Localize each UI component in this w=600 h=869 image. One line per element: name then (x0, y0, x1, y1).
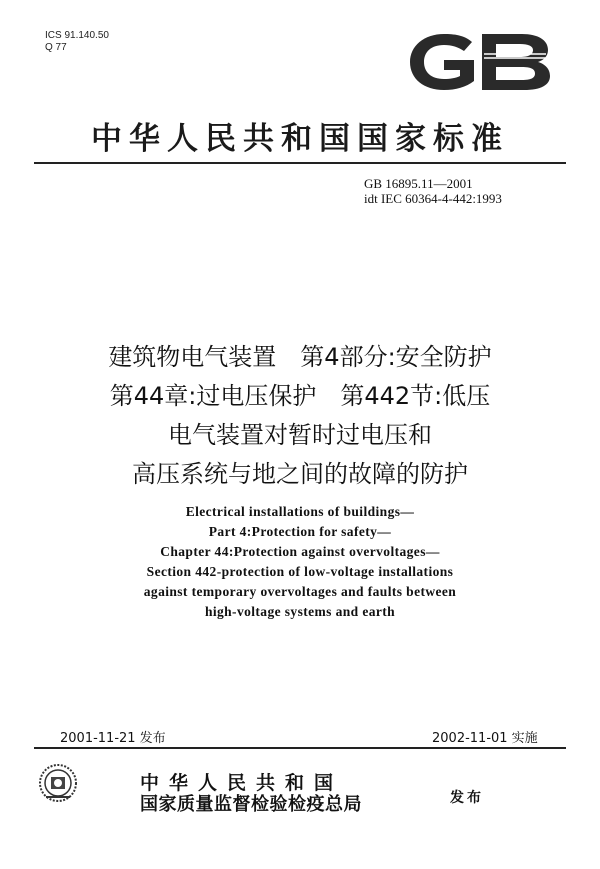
english-title-line: Chapter 44:Protection against overvoltages— (160, 544, 440, 559)
english-title-line: Electrical installations of buildings— (185, 504, 415, 519)
chinese-title-line: 电气装置对暂时过电压和 (168, 421, 432, 449)
english-title (0, 502, 600, 622)
issuer-line-2: 国家质量监督检验检疫总局 (140, 794, 362, 815)
ics-code: ICS 91.140.50 (45, 30, 109, 41)
gb-logo (404, 28, 554, 96)
issuing-authority (140, 772, 362, 816)
chinese-title (0, 338, 600, 494)
issuer-line-1: 中华人民共和国 (140, 772, 344, 794)
english-title-line: Part 4:Protection for safety— (208, 524, 392, 539)
english-title-line: against temporary overvoltages and faults between (143, 584, 457, 599)
english-title-line: high-voltage systems and earth (204, 604, 396, 619)
ccs-code: Q 77 (45, 42, 67, 53)
issue-label: 发布 (450, 790, 484, 806)
footer-divider (34, 747, 566, 749)
classification-codes (45, 30, 109, 54)
country-standard-title: 中华人民共和国国家标准 (91, 121, 509, 157)
equivalent-standard: idt IEC 60364-4-442:1993 (364, 191, 502, 206)
chinese-title-line: 高压系统与地之间的故障的防护 (132, 460, 468, 488)
national-emblem-seal (38, 762, 78, 804)
english-title-line: Section 442-protection of low-voltage installations (146, 564, 454, 579)
implementation-date: 2002-11-01 实施 (432, 731, 538, 746)
chinese-title-line: 第44章:过电压保护 第442节:低压 (109, 382, 491, 410)
publication-date: 2001-11-21 发布 (60, 731, 166, 746)
standard-numbers (364, 176, 502, 206)
standard-number: GB 16895.11—2001 (364, 176, 473, 191)
chinese-title-line: 建筑物电气装置 第4部分:安全防护 (108, 343, 492, 371)
header-divider (34, 162, 566, 164)
